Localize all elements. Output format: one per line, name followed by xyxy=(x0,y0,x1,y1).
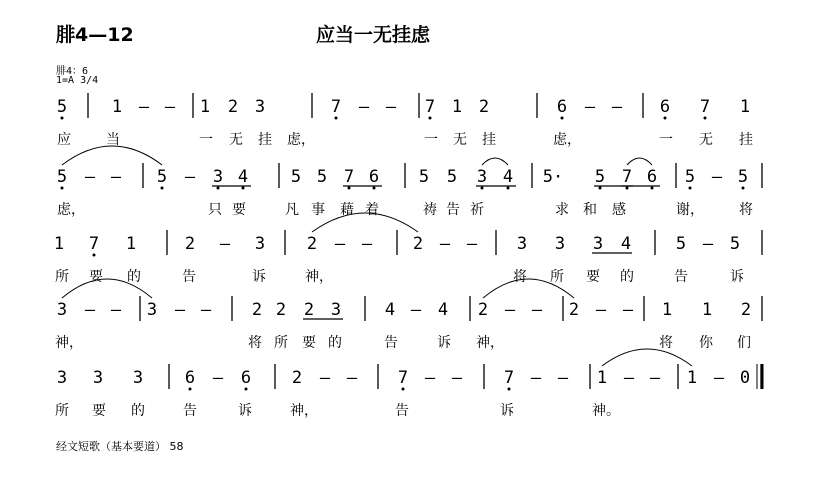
note: – xyxy=(702,234,714,254)
song-number: 腓4—12 xyxy=(56,24,134,46)
song-title: 应当一无挂虑 xyxy=(316,24,431,46)
note: 3 xyxy=(146,300,158,320)
note: 6 xyxy=(240,368,252,388)
lyric: 的 xyxy=(620,269,634,285)
lyric: 告 xyxy=(395,403,409,419)
note: 5 xyxy=(156,167,168,187)
note: 5 xyxy=(684,167,696,187)
note: – xyxy=(530,368,542,388)
note: – xyxy=(649,368,661,388)
note: – xyxy=(319,368,331,388)
octave-dot-below xyxy=(373,187,376,190)
lyric: 诉 xyxy=(730,269,744,285)
note: – xyxy=(595,300,607,320)
note: 2 xyxy=(477,300,489,320)
lyric: 无 xyxy=(229,132,243,148)
note: 4 xyxy=(237,167,249,187)
lyric: 所 xyxy=(274,335,288,351)
note: – xyxy=(424,368,436,388)
lyric: 事 xyxy=(311,202,325,218)
octave-dot-below xyxy=(93,254,96,257)
note: 7 xyxy=(699,97,711,117)
note: 2 xyxy=(251,300,263,320)
note: – xyxy=(110,167,122,187)
footer-source: 经文短歌（基本要道） 58 xyxy=(56,440,184,453)
note: – xyxy=(451,368,463,388)
lyric: 诉 xyxy=(500,403,514,419)
note: – xyxy=(110,300,122,320)
note: – xyxy=(346,368,358,388)
note: 1 xyxy=(111,97,123,117)
note: 1 xyxy=(199,97,211,117)
note: 7 xyxy=(88,234,100,254)
note: 4 xyxy=(502,167,514,187)
lyric: 虑， xyxy=(553,132,581,148)
note: – xyxy=(557,368,569,388)
note: 7 xyxy=(397,368,409,388)
note: 3 xyxy=(92,368,104,388)
note: – xyxy=(361,234,373,254)
octave-dot-below xyxy=(507,187,510,190)
note: 4 xyxy=(384,300,396,320)
lyric: 将 xyxy=(248,335,262,351)
note: – xyxy=(200,300,212,320)
note: – xyxy=(466,234,478,254)
lyric: 祷 xyxy=(423,202,437,218)
lyric: 告 xyxy=(182,269,196,285)
note: 6 xyxy=(184,368,196,388)
note: 2 xyxy=(184,234,196,254)
lyric: 谢， xyxy=(676,202,704,218)
note: 1 xyxy=(701,300,713,320)
lyric: 一 xyxy=(659,132,673,148)
lyric: 虑， xyxy=(287,132,315,148)
lyric: 藉 xyxy=(340,202,354,218)
lyric: 无 xyxy=(453,132,467,148)
note: 3 xyxy=(516,234,528,254)
note: – xyxy=(711,167,723,187)
scripture-reference: 腓4：6 xyxy=(56,66,89,77)
note: 6 xyxy=(556,97,568,117)
lyric: 一 xyxy=(424,132,438,148)
note: – xyxy=(713,368,725,388)
lyric: 告 xyxy=(183,403,197,419)
lyric: 着 xyxy=(365,202,379,218)
lyric: 求 xyxy=(555,202,569,218)
slur xyxy=(482,158,508,165)
note: – xyxy=(174,300,186,320)
note: 6 xyxy=(368,167,380,187)
note: 4 xyxy=(620,234,632,254)
note: – xyxy=(84,300,96,320)
note: – xyxy=(358,97,370,117)
lyric: 要 xyxy=(586,269,600,285)
note: – xyxy=(385,97,397,117)
note: – xyxy=(334,234,346,254)
note: 5 xyxy=(56,97,68,117)
lyric: 的 xyxy=(328,335,342,351)
lyric: 只 xyxy=(208,202,222,218)
octave-dot-below xyxy=(599,187,602,190)
note: 2 xyxy=(568,300,580,320)
lyric: 们 xyxy=(737,335,751,351)
note: 3 xyxy=(592,234,604,254)
note: 5 xyxy=(316,167,328,187)
octave-dot-below xyxy=(242,187,245,190)
lyric: 应 xyxy=(57,132,71,148)
note: 1 xyxy=(596,368,608,388)
note: 0 xyxy=(739,368,751,388)
octave-dot-below xyxy=(481,187,484,190)
lyric: 的 xyxy=(131,403,145,419)
note: 5 xyxy=(290,167,302,187)
lyric: 神。 xyxy=(592,403,620,419)
note: 1 xyxy=(53,234,65,254)
note: – xyxy=(184,167,196,187)
note: 1 xyxy=(739,97,751,117)
lyric: 挂 xyxy=(482,132,496,148)
lyric: 要 xyxy=(232,202,246,218)
octave-dot-below xyxy=(402,388,405,391)
note: – xyxy=(611,97,623,117)
lyric: 虑， xyxy=(57,202,85,218)
note: 3 xyxy=(254,234,266,254)
note: 2 xyxy=(303,300,315,320)
note: 4 xyxy=(437,300,449,320)
lyric: 告 xyxy=(384,335,398,351)
note: 5 xyxy=(737,167,749,187)
lyric: 的 xyxy=(127,269,141,285)
note: 5 xyxy=(418,167,430,187)
lyric: 诉 xyxy=(252,269,266,285)
slur xyxy=(627,158,652,165)
note: 3 xyxy=(476,167,488,187)
note: – xyxy=(212,368,224,388)
lyric: 无 xyxy=(699,132,713,148)
note: 1 xyxy=(451,97,463,117)
lyric: 所 xyxy=(550,269,564,285)
lyric: 要 xyxy=(302,335,316,351)
lyric: 诉 xyxy=(437,335,451,351)
octave-dot-below xyxy=(61,117,64,120)
note: 5 xyxy=(594,167,606,187)
lyric: 将 xyxy=(513,269,527,285)
lyric: 神， xyxy=(305,269,333,285)
note: 2 xyxy=(412,234,424,254)
note: 7 xyxy=(343,167,355,187)
note: – xyxy=(84,167,96,187)
lyric: 要 xyxy=(92,403,106,419)
note: – xyxy=(622,300,634,320)
note: 5 xyxy=(729,234,741,254)
octave-dot-below xyxy=(651,187,654,190)
note: 1 xyxy=(125,234,137,254)
note: 6 xyxy=(659,97,671,117)
octave-dot-below xyxy=(704,117,707,120)
lyric: 一 xyxy=(199,132,213,148)
note: 7 xyxy=(330,97,342,117)
lyric: 将 xyxy=(739,202,753,218)
note: 5 xyxy=(675,234,687,254)
lyric: 当 xyxy=(106,132,120,148)
octave-dot-below xyxy=(689,187,692,190)
note: 2 xyxy=(478,97,490,117)
lyric: 告 xyxy=(674,269,688,285)
octave-dot-below xyxy=(508,388,511,391)
note: 3 xyxy=(254,97,266,117)
octave-dot-below xyxy=(626,187,629,190)
note: – xyxy=(138,97,150,117)
key-signature: 1=A 3/4 xyxy=(56,75,99,86)
note: 3 xyxy=(554,234,566,254)
note: 1 xyxy=(661,300,673,320)
lyric: 挂 xyxy=(739,132,753,148)
note: 2 xyxy=(306,234,318,254)
note: – xyxy=(504,300,516,320)
note: 6 xyxy=(646,167,658,187)
note: 2 xyxy=(740,300,752,320)
note: 3 xyxy=(212,167,224,187)
note: 2 xyxy=(291,368,303,388)
slur xyxy=(602,349,692,366)
lyric: 所 xyxy=(55,403,69,419)
octave-dot-below xyxy=(664,117,667,120)
note: 1 xyxy=(686,368,698,388)
note: 7 xyxy=(621,167,633,187)
note: 2 xyxy=(227,97,239,117)
octave-dot-below xyxy=(348,187,351,190)
octave-dot-below xyxy=(161,187,164,190)
octave-dot-below xyxy=(335,117,338,120)
lyric: 神， xyxy=(55,335,83,351)
lyric: 诉 xyxy=(238,403,252,419)
lyric: 感 xyxy=(612,202,626,218)
note: 3 xyxy=(132,368,144,388)
lyric: 你 xyxy=(699,335,713,351)
note: – xyxy=(164,97,176,117)
lyric: 凡 xyxy=(285,202,299,218)
octave-dot-below xyxy=(217,187,220,190)
lyric: 挂 xyxy=(258,132,272,148)
octave-dot-below xyxy=(429,117,432,120)
note: – xyxy=(410,300,422,320)
note: – xyxy=(584,97,596,117)
note: – xyxy=(219,234,231,254)
note: 3 xyxy=(330,300,342,320)
note: 5· xyxy=(542,167,564,187)
lyric: 神， xyxy=(290,403,318,419)
octave-dot-below xyxy=(189,388,192,391)
note: – xyxy=(623,368,635,388)
note: 2 xyxy=(275,300,287,320)
note: – xyxy=(531,300,543,320)
octave-dot-below xyxy=(742,187,745,190)
lyric: 要 xyxy=(89,269,103,285)
octave-dot-below xyxy=(561,117,564,120)
lyric: 神， xyxy=(476,335,504,351)
note: 5 xyxy=(446,167,458,187)
octave-dot-below xyxy=(61,187,64,190)
slur xyxy=(62,146,162,165)
note: 3 xyxy=(56,300,68,320)
note: 3 xyxy=(56,368,68,388)
octave-dot-below xyxy=(245,388,248,391)
note: 7 xyxy=(424,97,436,117)
lyric: 告 xyxy=(446,202,460,218)
note: 7 xyxy=(503,368,515,388)
lyric: 将 xyxy=(659,335,673,351)
note: 5 xyxy=(56,167,68,187)
note: – xyxy=(439,234,451,254)
lyric: 所 xyxy=(55,269,69,285)
lyric: 和 xyxy=(583,202,597,218)
lyric: 祈 xyxy=(470,202,484,218)
